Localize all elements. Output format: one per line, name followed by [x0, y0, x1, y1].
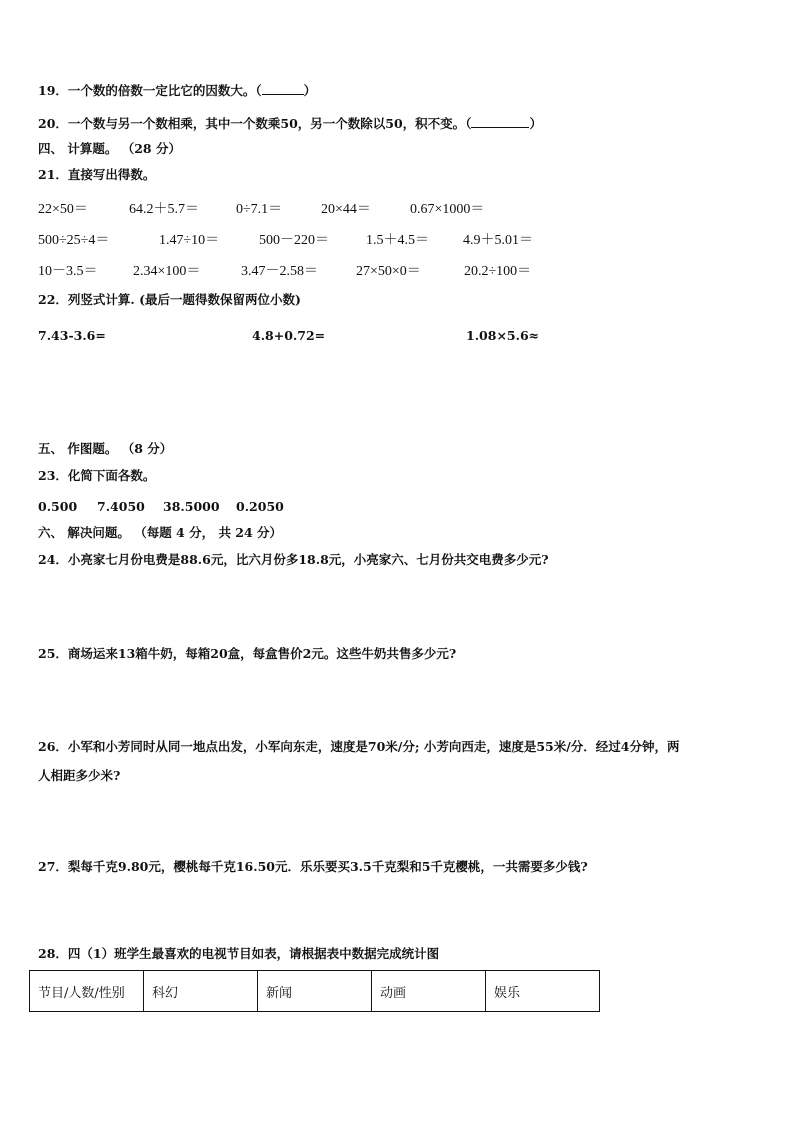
- question-21-title: 21．直接写出得数。: [38, 167, 156, 182]
- question-27: 27．梨每千克9.80元，樱桃每千克16.50元．乐乐要买3.5千克梨和5千克樱桃，一共需要多少钱?: [38, 859, 588, 874]
- calc-item: 0.67×1000＝: [410, 202, 485, 217]
- table-header-cell: 科幻: [144, 971, 258, 1012]
- calc-item: 20.2÷100＝: [464, 264, 532, 279]
- vertical-calc-item-1: 7.43-3.6=: [38, 328, 106, 343]
- section-heading-4: 四、 计算题。 （28 分）: [38, 141, 181, 156]
- question-19: [38, 82, 316, 99]
- calc-item: 22×50＝: [38, 202, 88, 217]
- calc-item: 4.9＋5.01＝: [463, 233, 533, 248]
- calc-item: 64.2＋5.7＝: [129, 202, 199, 217]
- table-header-cell: 动画: [372, 971, 486, 1012]
- bracket-open: （: [255, 83, 262, 98]
- calc-item: 2.34×100＝: [133, 264, 201, 279]
- table-header-row: [30, 971, 600, 1012]
- question-19-text: 19．一个数的倍数一定比它的因数大。: [38, 83, 256, 98]
- table-header-cell: 新闻: [258, 971, 372, 1012]
- vertical-calc-item-3: 1.08×5.6≈: [466, 328, 540, 343]
- question-20: [38, 115, 542, 132]
- vertical-calc-item-2: 4.8+0.72=: [252, 328, 326, 343]
- calc-item: 1.5＋4.5＝: [366, 233, 429, 248]
- section-heading-5: 五、 作图题。 （8 分）: [38, 441, 173, 456]
- question-26-line-2: 人相距多少米?: [38, 768, 121, 783]
- section-heading-6: 六、 解决问题。 （每题 4 分， 共 24 分）: [38, 525, 283, 540]
- calc-item: 3.47－2.58＝: [241, 264, 318, 279]
- question-23-title: 23．化简下面各数。: [38, 468, 156, 483]
- calc-item: 500－220＝: [259, 233, 329, 248]
- question-20-text: 20．一个数与另一个数相乘，其中一个数乘50，另一个数除以50，积不变。: [38, 116, 466, 131]
- calc-item: 27×50×0＝: [356, 264, 421, 279]
- calc-item: 1.47÷10＝: [159, 233, 220, 248]
- table-header-cell: 节目/人数/性别: [30, 971, 144, 1012]
- question-24: 24．小亮家七月份电费是88.6元，比六月份多18.8元，小亮家六、七月份共交电费多少元?: [38, 552, 549, 567]
- answer-blank-20[interactable]: [471, 115, 529, 128]
- table-header-cell: 娱乐: [486, 971, 600, 1012]
- answer-blank-19[interactable]: [262, 82, 304, 95]
- simplify-number: 0.500: [38, 499, 78, 514]
- bracket-close: ）: [529, 116, 542, 131]
- bracket-close: ）: [303, 83, 317, 98]
- bracket-open: （: [465, 116, 472, 131]
- calc-item: 500÷25÷4＝: [38, 233, 110, 248]
- question-25: 25．商场运来13箱牛奶，每箱20盒，每盒售价2元。这些牛奶共售多少元?: [38, 646, 457, 661]
- question-26-line-1: 26．小军和小芳同时从同一地点出发，小军向东走，速度是70米/分; 小芳向西走，速度是55米/分．经过4分钟，两: [38, 739, 680, 754]
- question-28-title: 28．四（1）班学生最喜欢的电视节目如表，请根据表中数据完成统计图: [38, 946, 440, 961]
- simplify-number: 7.4050: [97, 499, 145, 514]
- tv-program-table: [29, 970, 600, 1012]
- calc-item: 10－3.5＝: [38, 264, 98, 279]
- question-22-title: 22．列竖式计算. (最后一题得数保留两位小数): [38, 292, 301, 307]
- calc-item: 0÷7.1＝: [236, 202, 283, 217]
- simplify-number: 38.5000: [163, 499, 220, 514]
- calc-item: 20×44＝: [321, 202, 371, 217]
- simplify-number: 0.2050: [236, 499, 284, 514]
